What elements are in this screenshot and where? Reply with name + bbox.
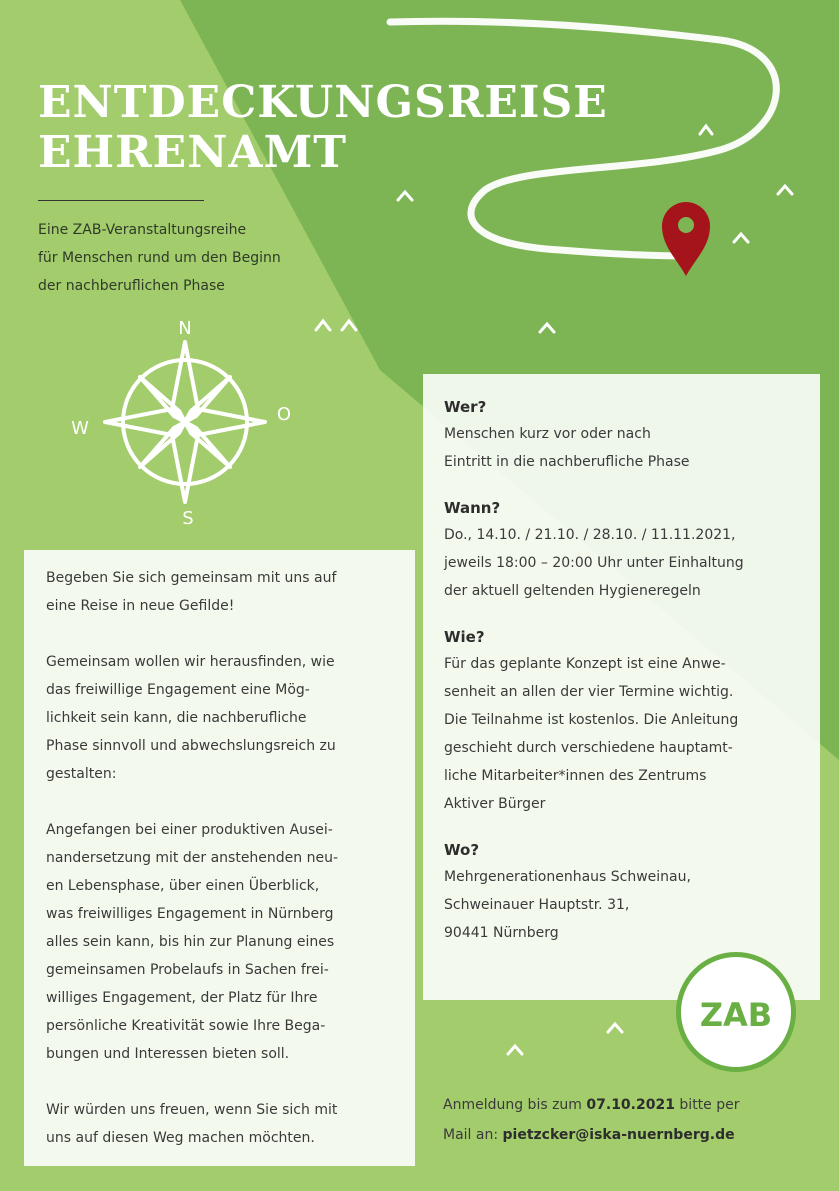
section-heading: Wo? [444, 841, 480, 859]
details-where [444, 837, 800, 947]
text-line: Begeben Sie sich gemeinsam mit uns auf [46, 570, 337, 586]
text-line: Menschen kurz vor oder nach [444, 426, 651, 442]
compass-west-label: W [71, 418, 89, 439]
text-line: liche Mitarbeiter*innen des Zentrums [444, 768, 707, 784]
intro-paragraph [46, 1096, 393, 1152]
text-line: Gemeinsam wollen wir herausfinden, wie [46, 654, 335, 670]
text-line: eine Reise in neue Gefilde! [46, 598, 235, 614]
registration-suffix: bitte per [674, 1097, 740, 1113]
intro-paragraph [46, 816, 393, 1068]
tree-marks-icon [500, 1016, 640, 1060]
text-line: Angefangen bei einer produktiven Ausei- [46, 822, 333, 838]
text-line: Schweinauer Hauptstr. 31, [444, 897, 630, 913]
location-pin-icon [662, 202, 710, 276]
title-line-1: ENTDECKUNGSREISE [38, 77, 608, 128]
zab-logo [676, 952, 796, 1072]
text-line: bungen und Interessen bieten soll. [46, 1046, 290, 1062]
subtitle [38, 216, 368, 300]
registration-mail-line [443, 1120, 823, 1150]
logo-text: ZAB [699, 996, 773, 1034]
title-divider [38, 200, 204, 201]
page-title [38, 78, 608, 178]
text-line: was freiwilliges Engagement in Nürnberg [46, 906, 334, 922]
text-line: nandersetzung mit der anstehenden neu- [46, 850, 339, 866]
title-line-2: EHRENAMT [38, 127, 348, 178]
subtitle-line: der nachberuflichen Phase [38, 278, 225, 294]
compass-north-label: N [178, 318, 192, 339]
compass-south-label: S [182, 508, 194, 529]
text-line: alles sein kann, bis hin zur Planung eines [46, 934, 335, 950]
text-line: Die Teilnahme ist kostenlos. Die Anleitung [444, 712, 739, 728]
text-line: Do., 14.10. / 21.10. / 28.10. / 11.11.2021, [444, 527, 736, 543]
compass-rose-icon [60, 312, 310, 532]
details-who [444, 394, 800, 476]
text-line: en Lebensphase, über einen Überblick, [46, 878, 320, 894]
text-line: uns auf diesen Weg machen möchten. [46, 1130, 315, 1146]
text-line: der aktuell geltenden Hygieneregeln [444, 583, 701, 599]
text-line: senheit an allen der vier Termine wichtig. [444, 684, 734, 700]
subtitle-line: Eine ZAB-Veranstaltungsreihe [38, 222, 247, 238]
section-heading: Wer? [444, 398, 487, 416]
section-heading: Wann? [444, 499, 501, 517]
intro-paragraph [46, 648, 393, 788]
registration-email-link[interactable]: pietzcker@iska-nuernberg.de [502, 1127, 735, 1143]
text-line: geschieht durch verschiedene hauptamt- [444, 740, 733, 756]
registration-info [443, 1090, 823, 1150]
tree-marks-icon [310, 312, 370, 336]
details-when [444, 495, 800, 605]
intro-card [24, 550, 415, 1166]
text-line: williges Engagement, der Platz für Ihre [46, 990, 318, 1006]
text-line: lichkeit sein kann, die nachberufliche [46, 710, 307, 726]
subtitle-line: für Menschen rund um den Beginn [38, 250, 281, 266]
mail-prefix: Mail an: [443, 1127, 503, 1143]
text-line: das freiwillige Engagement eine Mög- [46, 682, 310, 698]
text-line: jeweils 18:00 – 20:00 Uhr unter Einhaltung [444, 555, 744, 571]
text-line: Phase sinnvoll und abwechslungsreich zu [46, 738, 336, 754]
text-line: Mehrgenerationenhaus Schweinau, [444, 869, 691, 885]
section-heading: Wie? [444, 628, 485, 646]
text-line: 90441 Nürnberg [444, 925, 559, 941]
text-line: gestalten: [46, 766, 117, 782]
text-line: Wir würden uns freuen, wenn Sie sich mit [46, 1102, 338, 1118]
text-line: Eintritt in die nachberufliche Phase [444, 454, 690, 470]
intro-paragraph [46, 564, 393, 620]
registration-date: 07.10.2021 [586, 1097, 675, 1113]
registration-line [443, 1090, 823, 1120]
registration-prefix: Anmeldung bis zum [443, 1097, 587, 1113]
text-line: Aktiver Bürger [444, 796, 546, 812]
details-how [444, 624, 800, 818]
text-line: persönliche Kreativität sowie Ihre Bega- [46, 1018, 326, 1034]
details-card [423, 374, 820, 1000]
compass-east-label: O [276, 404, 292, 425]
text-line: Für das geplante Konzept ist eine Anwe- [444, 656, 726, 672]
text-line: gemeinsamen Probelaufs in Sachen frei- [46, 962, 329, 978]
